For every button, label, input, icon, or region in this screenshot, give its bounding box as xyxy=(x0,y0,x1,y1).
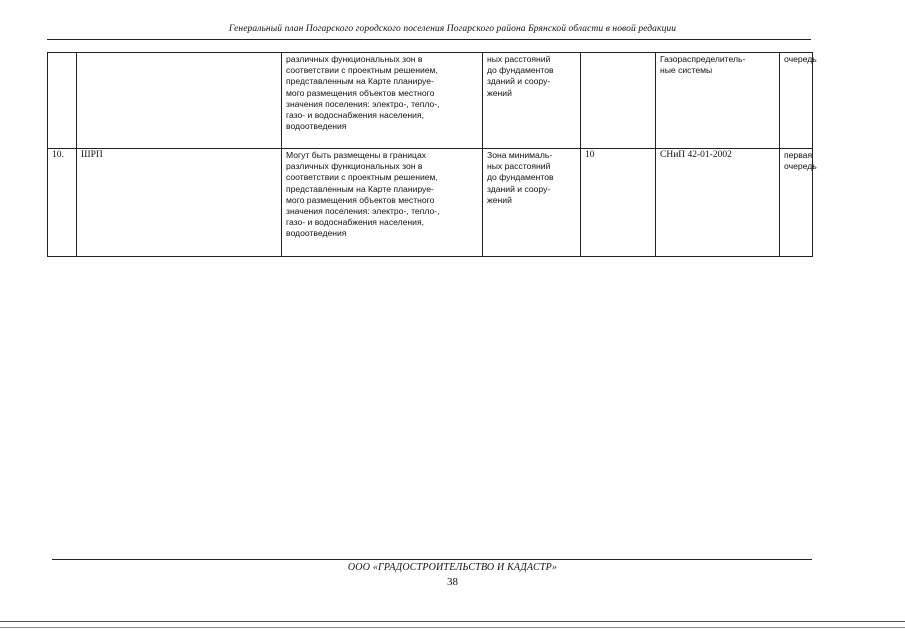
description-line: значения поселения: электро-, тепло-, xyxy=(286,98,440,109)
standard-cell xyxy=(656,149,780,257)
row-number-cell xyxy=(48,53,77,149)
description-line: водоотведения xyxy=(286,228,347,239)
description-line: представленным на Карте планируе- xyxy=(286,76,434,87)
header-divider xyxy=(47,39,811,40)
description-line: различных функциональных зон в xyxy=(286,54,423,64)
table-row xyxy=(48,53,813,149)
stage-line: очередь xyxy=(784,54,817,64)
zone-line: жений xyxy=(487,87,512,98)
row-number-cell: 10. xyxy=(48,149,77,257)
standard-line: СНиП 42-01-2002 xyxy=(660,150,732,160)
zone-line: до фундаментов xyxy=(487,65,554,76)
description-line: соответствии с проектным решением, xyxy=(286,65,438,76)
zone-line: Зона минималь- xyxy=(487,150,553,160)
stage-line: первая xyxy=(784,150,813,160)
zone-line: ных расстояний xyxy=(487,54,551,64)
description-line: газо- и водоснабжения населения, xyxy=(286,110,425,121)
standard-line: Газораспределитель- xyxy=(660,54,746,64)
object-name-cell: ШРП xyxy=(77,149,282,257)
page-number: 38 xyxy=(447,576,458,588)
value-cell: 10 xyxy=(581,149,656,257)
footer-organization: ООО «ГРАДОСТРОИТЕЛЬСТВО И КАДАСТР» xyxy=(347,562,558,573)
zone-line: ных расстояний xyxy=(487,161,551,172)
standard-cell xyxy=(656,53,780,149)
zone-line: до фундаментов xyxy=(487,172,554,183)
description-line: значения поселения: электро-, тепло-, xyxy=(286,206,440,217)
stage-line: очередь xyxy=(784,161,817,172)
objects-table xyxy=(47,52,817,257)
description-line: различных функциональных зон в xyxy=(286,161,423,172)
description-line: соответствии с проектным решением, xyxy=(286,172,438,183)
scan-edge-line xyxy=(0,621,905,622)
description-cell xyxy=(282,53,483,149)
zone-line: жений xyxy=(487,194,512,205)
description-cell xyxy=(282,149,483,257)
object-name-cell xyxy=(77,53,282,149)
value-cell xyxy=(581,53,656,149)
table-row xyxy=(48,149,813,257)
description-line: мого размещения объектов местного xyxy=(286,87,435,98)
description-line: мого размещения объектов местного xyxy=(286,194,435,205)
page-header-title: Генеральный план Погарского городского поселения Погарского района Брянской области в новой редакции xyxy=(228,24,677,34)
description-line: водоотведения xyxy=(286,121,347,132)
zone-cell xyxy=(483,149,581,257)
scan-edge-line xyxy=(0,627,905,628)
description-line: Могут быть размещены в границах xyxy=(286,150,427,160)
stage-cell xyxy=(780,149,817,257)
description-line: газо- и водоснабжения населения, xyxy=(286,217,425,228)
footer-divider xyxy=(52,559,812,560)
zone-line: зданий и соору- xyxy=(487,183,551,194)
zone-line: зданий и соору- xyxy=(487,76,551,87)
standard-line: ные системы xyxy=(660,65,713,76)
stage-cell xyxy=(780,53,817,149)
zone-cell xyxy=(483,53,581,149)
description-line: представленным на Карте планируе- xyxy=(286,183,434,194)
